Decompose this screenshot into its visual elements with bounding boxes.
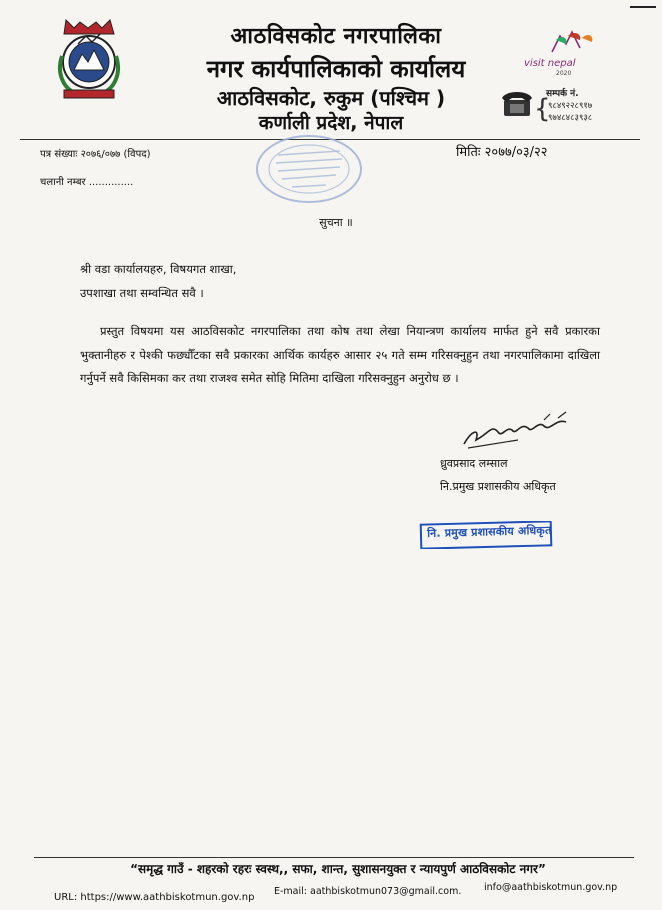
telephone-icon (500, 88, 534, 120)
footer-email: info@aathbiskotmun.gov.np (484, 882, 618, 893)
visit-nepal-year: 2020 (556, 70, 572, 77)
corner-mark (630, 6, 656, 8)
address-line: आठविसकोट, रुकुम (पश्चिम ) (216, 86, 446, 110)
footer-slogan: “समृद्ध गाउँ - शहरको रहरः स्वस्थ,, सफा, शान्त, सुशासनयुक्त र न्यायपुर्ण आठविसकोट नगर” (130, 862, 546, 876)
notice-body: प्रस्तुत विषयमा यस आठविसकोट नगरपालिका तथा कोष तथा लेखा नियान्त्रण कार्यालय मार्फत हुने सवै प्रकारका भुक्तानीहरु र पेश्की फछ्यौँटका सवै प्रकारका आर्थिक कार्यहरु आसार २५ गते सम्म गरिसक्नुहुन तथा नगरपालिकामा दाखिला गर्नुपर्ने सवै किसिमका कर तथा राजश्व समेत सोहि मितिमा दाखिला गरिसक्नुहुन अनुरोध छ । (80, 324, 600, 385)
visit-nepal-text: visit nepal (524, 58, 576, 69)
letter-reference: पत्र संख्याः २०७६/०७७ (विपद) (40, 149, 151, 160)
province-line: कर्णाली प्रदेश, नेपाल (258, 112, 404, 134)
brace-icon: { (534, 94, 551, 124)
handwritten-signature (458, 410, 578, 452)
contact-number: ९८४९२२८९१७ (548, 101, 593, 111)
dispatch-number: चलानी नम्बर .............. (40, 177, 134, 188)
office-name: नगर कार्यपालिकाको कार्यालय (206, 55, 466, 83)
recipient-line: श्री वडा कार्यालयहरु, विषयगत शाखा, (80, 262, 237, 276)
footer-email: E-mail: aathbiskotmun073@gmail.com. (274, 886, 462, 897)
office-round-stamp (248, 133, 370, 211)
letter-date: मितिः २०७७/०३/२२ (456, 145, 548, 160)
notice-heading: सुचना ॥ (319, 216, 353, 229)
designation-stamp-text: नि. प्रमुख प्रशासकीय अधिकृत (427, 523, 552, 540)
municipality-name: आठविसकोट नगरपालिका (230, 24, 442, 49)
recipient-line: उपशाखा तथा सम्वन्धित सवै । (80, 286, 204, 300)
contact-label: सम्पर्क नं. (546, 89, 579, 99)
signatory-title: नि.प्रमुख प्रशासकीय अधिकृत (440, 480, 556, 493)
footer-url: URL: https://www.aathbiskotmun.gov.np (54, 892, 255, 903)
footer-divider (34, 857, 634, 858)
contact-number: ९७४८४८३९३८ (548, 113, 593, 123)
signatory-name: ध्रुवप्रसाद लम्साल (440, 457, 508, 470)
